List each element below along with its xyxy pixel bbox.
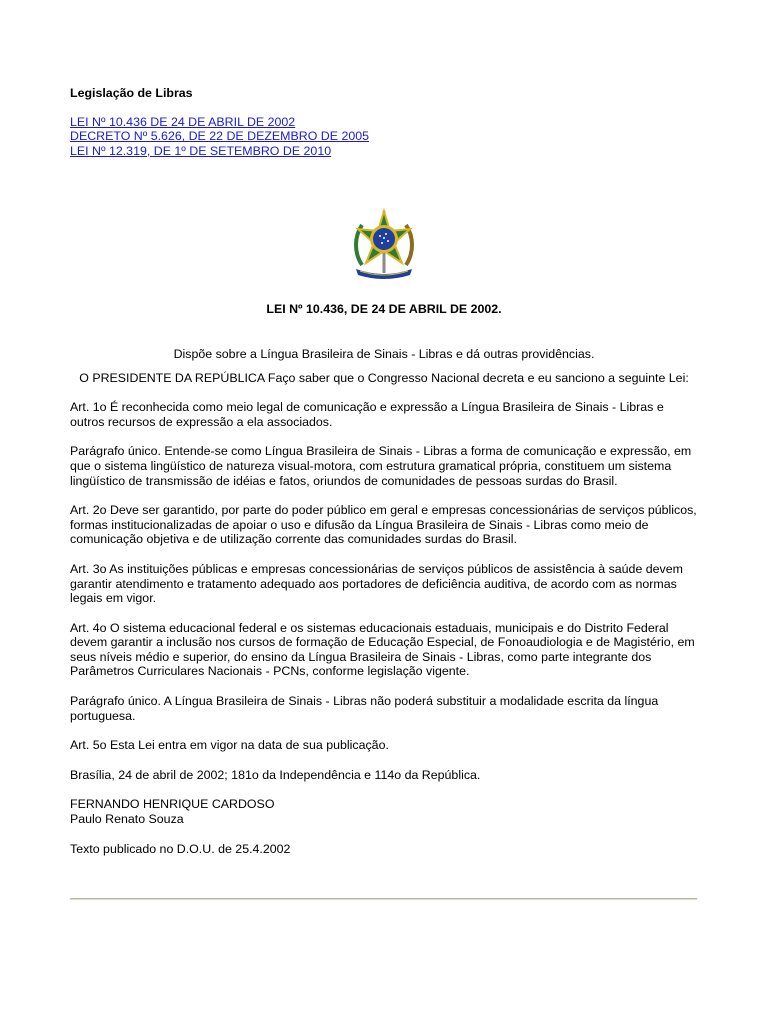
emblem-container	[70, 207, 698, 284]
law-title: LEI Nº 10.436, DE 24 DE ABRIL DE 2002.	[266, 302, 502, 317]
link-decreto-5626[interactable]: DECRETO Nº 5.626, DE 22 DE DEZEMBRO DE 2005	[70, 129, 370, 144]
article-1: Art. 1o É reconhecida como meio legal de comunicação e expressão a Língua Brasileira de Sinais - Libras e outros recursos de expressão a ela associados.	[70, 400, 664, 429]
signature-minister: Paulo Renato Souza	[70, 812, 184, 827]
legislation-links	[70, 115, 698, 159]
decree-statement: O PRESIDENTE DA REPÚBLICA Faço saber que o Congresso Nacional decreta e eu sanciono a seguinte Lei:	[79, 370, 689, 385]
article-4-paragraph: Parágrafo único. A Língua Brasileira de Sinais - Libras não poderá substituir a modalidade escrita da língua portuguesa.	[70, 694, 659, 723]
signatures	[70, 797, 698, 826]
horizontal-divider	[70, 898, 697, 900]
article-4: Art. 4o O sistema educacional federal e os sistemas educacionais estaduais, municipais e do Distrito Federal devem garantir a inclusão nos cursos de formação de Educação Especial, de Fonoaudiologia e de Magistério, em seus níveis médio e superior, do ensino da Língua Brasileira de Sinais - Libras, como parte integrante dos Parâmetros Curriculares Nacionais - PCNs, conforme legislação vigente.	[70, 620, 695, 679]
brazil-coat-of-arms-icon	[348, 207, 420, 281]
link-lei-10436[interactable]: LEI Nº 10.436 DE 24 DE ABRIL DE 2002	[70, 114, 296, 129]
document-body	[70, 86, 698, 856]
article-2: Art. 2o Deve ser garantido, por parte do poder público em geral e empresas concessionárias de serviços públicos, formas institucionalizadas de apoiar o uso e difusão da Língua Brasileira de Sinais - Libras como meio de comunicação objetiva e de utilização corrente das comunidades surdas do Brasil.	[70, 503, 697, 547]
article-1-paragraph: Parágrafo único. Entende-se como Língua Brasileira de Sinais - Libras a forma de comunicação e expressão, em que o sistema lingüístico de natureza visual-motora, com estrutura gramatical própria, constituem um sistema lingüístico de transmissão de idéias e fatos, oriundos de comunidades de pessoas surdas do Brasil.	[70, 444, 692, 488]
article-3: Art. 3o As instituições públicas e empresas concessionárias de serviços públicos de assistência à saúde devem garantir atendimento e tratamento adequado aos portadores de deficiência auditiva, de acordo com as normas legais em vigor.	[70, 561, 683, 606]
link-lei-12319[interactable]: LEI Nº 12.319, DE 1º DE SETEMBRO DE 2010	[70, 143, 332, 158]
signature-president: FERNANDO HENRIQUE CARDOSO	[70, 797, 275, 812]
law-summary: Dispõe sobre a Língua Brasileira de Sinais - Libras e dá outras providências.	[173, 346, 595, 361]
article-5: Art. 5o Esta Lei entra em vigor na data de sua publicação.	[70, 738, 389, 753]
page-heading: Legislação de Libras	[70, 86, 193, 100]
publication-note: Texto publicado no D.O.U. de 25.4.2002	[70, 841, 291, 856]
date-line: Brasília, 24 de abril de 2002; 181o da Independência e 114o da República.	[70, 767, 481, 782]
